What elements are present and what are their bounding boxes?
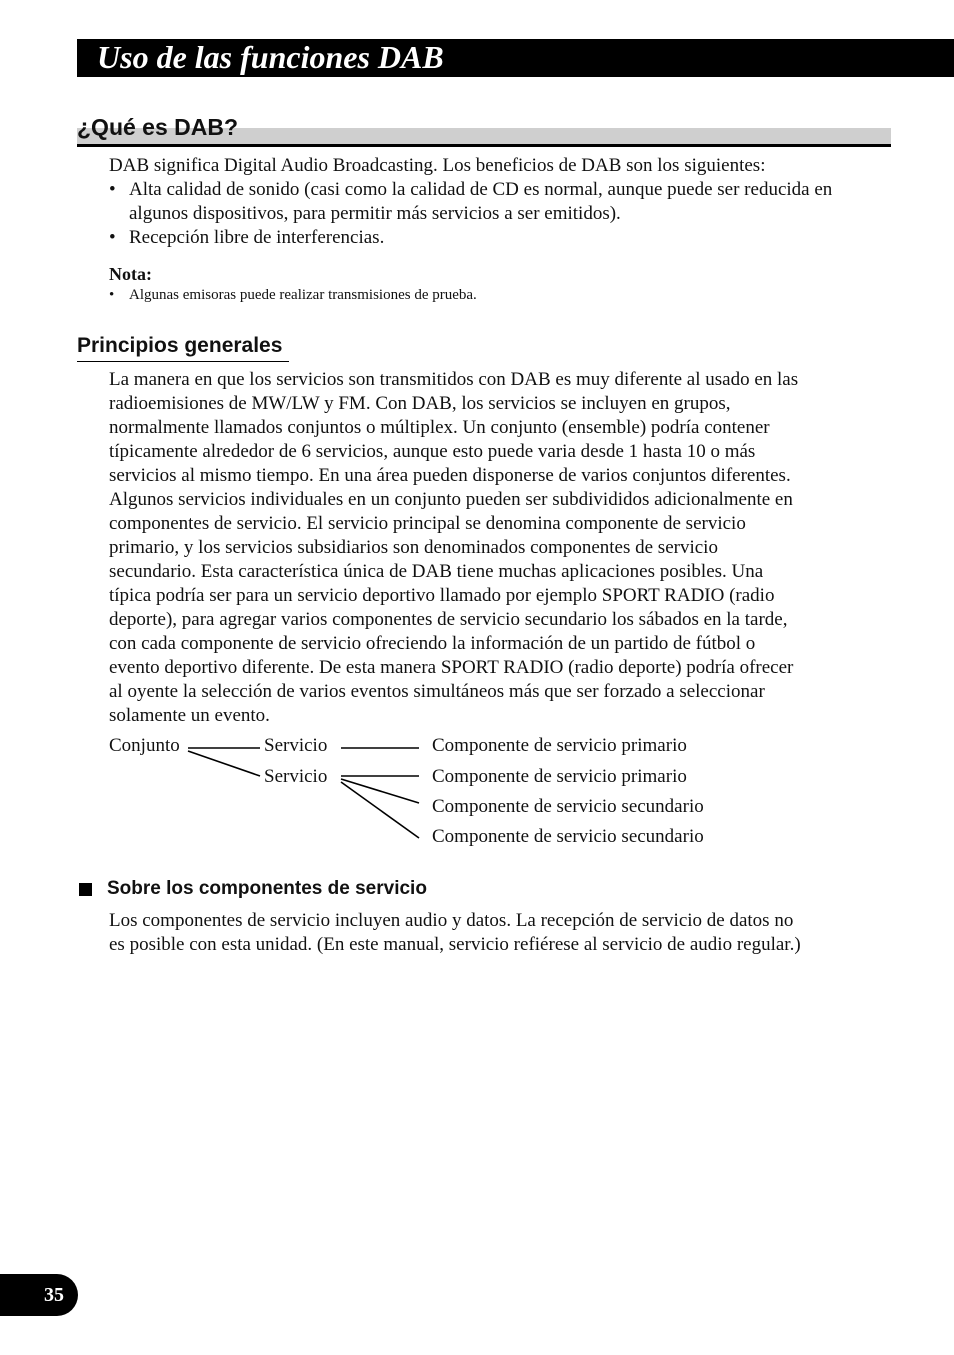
diagram-ensemble: Conjunto: [109, 735, 180, 756]
diagram-component: Componente de servicio primario: [432, 735, 687, 756]
principios-line: típica podría ser para un servicio deportivo llamado por ejemplo SPORT RADIO (radio: [109, 585, 775, 606]
principios-line: servicios al mismo tiempo. En una área pueden disponerse de varios conjuntos diferentes.: [109, 465, 791, 486]
line-ensemble-to-service-2: [188, 751, 260, 776]
principios-line: radioemisiones de MW/LW y FM. Con DAB, los servicios se incluyen en grupos,: [109, 393, 731, 414]
principios-line: evento deportivo diferente. De esta manera SPORT RADIO (radio deporte) podría ofrecer: [109, 657, 794, 678]
principios-line: secundario. Esta característica única de DAB tiene muchas aplicaciones posibles. Una: [109, 561, 764, 582]
principios-line: componentes de servicio. El servicio principal se denomina componente de servicio: [109, 513, 746, 534]
principios-line: normalmente llamados conjuntos o múltiplex. Un conjunto (ensemble) podría contener: [109, 417, 770, 438]
principios-line: deporte), para agregar varios componentes de servicio secundario los sábados en la tarde,: [109, 609, 788, 630]
page-number: 35: [44, 1284, 64, 1306]
bullet-glyph: •: [109, 179, 116, 200]
diagram-component: Componente de servicio primario: [432, 766, 687, 787]
section-title: ¿Qué es DAB?: [77, 114, 239, 140]
principios-line: primario, y los servicios subsidiarios son denominados componentes de servicio: [109, 537, 718, 558]
bullet-text: Recepción libre de interferencias.: [129, 227, 385, 248]
principios-line: Algunos servicios individuales en un conjunto pueden ser subdivididos adicionalmente en: [109, 489, 793, 510]
diagram-service: Servicio: [264, 766, 328, 787]
square-bullet-icon: [79, 883, 92, 896]
subsection-title: Sobre los componentes de servicio: [107, 878, 427, 899]
principios-line: con cada componente de servicio ofreciendo la información de un partido de fútbol o: [109, 633, 756, 654]
bullet-glyph: •: [109, 227, 116, 248]
componentes-line: es posible con esta unidad. (En este manual, servicio refiérese al servicio de audio regular.): [109, 934, 801, 955]
diagram-component: Componente de servicio secundario: [432, 826, 704, 847]
bullet-glyph: •: [109, 287, 115, 303]
bullet-text: Alta calidad de sonido (casi como la calidad de CD es normal, aunque puede ser reducida en algunos dispositivos, para permitir más servicios a ser emitidos).: [129, 179, 833, 224]
principios-line: típicamente alrededor de 6 servicios, aunque esto puede varia desde 1 hasta 10 o más: [109, 441, 756, 462]
page-number-tab: [0, 1274, 78, 1316]
principios-line: solamente un evento.: [109, 705, 270, 726]
chapter-title: Uso de las funciones DAB: [97, 39, 444, 75]
note-label: Nota:: [109, 264, 152, 284]
componentes-line: Los componentes de servicio incluyen audio y datos. La recepción de servicio de datos no: [109, 910, 794, 931]
diagram-component: Componente de servicio secundario: [432, 796, 704, 817]
subsection-title: Principios generales: [77, 334, 283, 357]
section-intro: DAB significa Digital Audio Broadcasting. Los beneficios de DAB son los siguientes:: [109, 155, 766, 176]
diagram-service: Servicio: [264, 735, 328, 756]
note-text: Algunas emisoras puede realizar transmisiones de prueba.: [129, 287, 477, 303]
principios-line: La manera en que los servicios son transmitidos con DAB es muy diferente al usado en las: [109, 369, 799, 390]
principios-line: al oyente la selección de varios eventos simultáneos más que ser forzado a seleccionar: [109, 681, 765, 702]
